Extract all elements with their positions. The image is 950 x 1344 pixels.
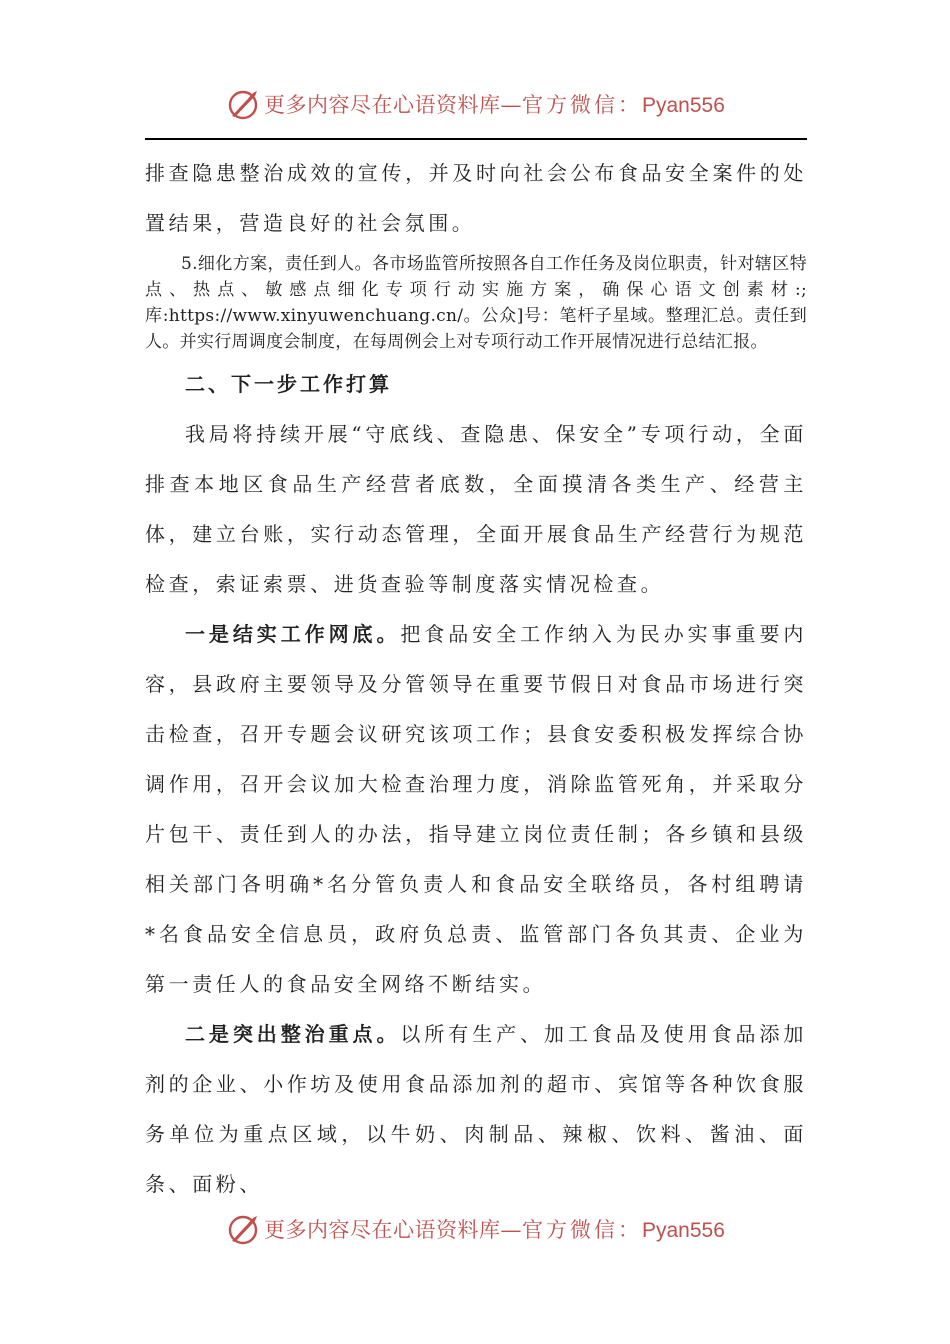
quill-logo-icon xyxy=(226,86,262,122)
paragraph-next-steps: 我局将持续开展“守底线、查隐患、保安全”专项行动，全面排查本地区食品生产经营者底数，全面摸清各类生产、经营主体，建立台账，实行动态管理，全面开展食品生产经营行为规范检查，索证索票、进货查验等制度落实情况检查。 xyxy=(145,422,807,596)
lead-key-rectification: 二是突出整治重点。 xyxy=(185,1022,401,1046)
banner-site-text: 更多内容尽在心语资料库— xyxy=(264,1218,522,1242)
header-banner xyxy=(0,82,950,126)
banner-wechat-id: Pyan556 xyxy=(642,1219,725,1242)
lead-work-network: 一是结实工作网底。 xyxy=(185,622,401,646)
section-heading-next-steps: 二、下一步工作打算 xyxy=(185,372,392,396)
footer-banner xyxy=(0,1207,950,1251)
quill-logo-icon xyxy=(226,1211,262,1247)
paragraph-key-rectification xyxy=(145,1009,807,1209)
banner-wechat-label: 官方微信： xyxy=(522,93,642,117)
banner-wechat-label: 官方微信： xyxy=(522,1218,642,1242)
banner-text xyxy=(264,1214,725,1244)
banner-wechat-id: Pyan556 xyxy=(642,94,725,117)
document-body xyxy=(145,148,807,1209)
banner-text xyxy=(264,89,725,119)
paragraph-plan-detail: 5.细化方案，责任到人。各市场监管所按照各自工作任务及岗位职责，针对辖区特点、热点、敏感点细化专项行动实施方案，确保心语文创素材:;库:https://www.xinyuwenchuang.cn/。公众]号：笔杆子星域。整理汇总。责任到人。并实行周调度会制度，在每周例会上对专项行动工作开展情况进行总结汇报。 xyxy=(145,254,807,352)
paragraph-work-network xyxy=(145,609,807,1009)
header-divider xyxy=(145,138,807,140)
text-work-network: 把食品安全工作纳入为民办实事重要内容，县政府主要领导及分管领导在重要节假日对食品市场进行突击检查，召开专题会议研究该项工作；县食安委积极发挥综合协调作用，召开会议加大检查治理力度，消除监管死角，并采取分片包干、责任到人的办法，指导建立岗位责任制；各乡镇和县级相关部门各明确*名分管负责人和食品安全联络员，各村组聘请*名食品安全信息员，政府负总责、监管部门各负其责、企业为第一责任人的食品安全网络不断结实。 xyxy=(145,622,807,996)
text-key-rectification: 以所有生产、加工食品及使用食品添加剂的企业、小作坊及使用食品添加剂的超市、宾馆等各种饮食服务单位为重点区域，以牛奶、肉制品、辣椒、饮料、酱油、面条、面粉、 xyxy=(145,1022,807,1196)
banner-site-text: 更多内容尽在心语资料库— xyxy=(264,93,522,117)
paragraph-publicity: 排查隐患整治成效的宣传，并及时向社会公布食品安全案件的处置结果，营造良好的社会氛围。 xyxy=(145,161,807,235)
